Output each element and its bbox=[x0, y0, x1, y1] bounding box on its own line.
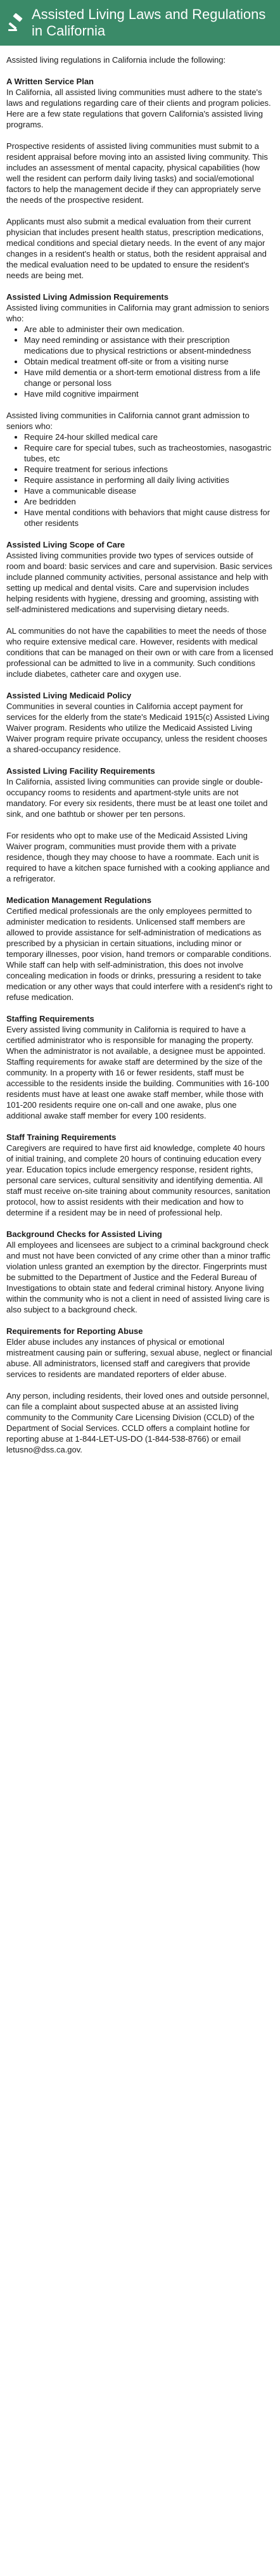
paragraph: Every assisted living community in California is required to have a certified administrator who is responsible for managing the property. When the administrator is not available, a designee must be appointed. Staffing requirements for awake staff are determined by the size of the community. In a property with 16 or fewer residents, staff must be accessible to the residents inside the building. Communities with 16-100 residents must have at least one awake staff member, while those with 101-200 residents require one on-call and one awake, plus one additional awake staff member for every 100 residents. bbox=[6, 1025, 269, 1120]
scope-section bbox=[6, 539, 274, 679]
page-header bbox=[0, 0, 280, 46]
article-body bbox=[0, 46, 280, 1455]
section-heading: Requirements for Reporting Abuse bbox=[6, 1326, 143, 1336]
section-heading: Assisted Living Facility Requirements bbox=[6, 766, 155, 776]
page-title: Assisted Living Laws and Regulations in California bbox=[32, 6, 266, 39]
paragraph: Communities in several counties in California accept payment for services for the elderly from the state's Medicaid 1915(c) Assisted Living Waiver program. Residents who utilize the Medicaid Assisted Living Waiver program require private occupancy, unless the resident chooses a shared-occupancy residence. bbox=[6, 702, 270, 754]
list-item: • May need reminding or assistance with their prescription medications due to physical restrictions or absent-mindedness bbox=[24, 335, 274, 356]
staffing-section bbox=[6, 1013, 274, 1121]
paragraph: In California, all assisted living communities must adhere to the state's laws and regulations regarding care of their clients and program policies. Here are a few state regulations that govern California's assisted living programs. bbox=[6, 87, 271, 129]
may-admit-list bbox=[6, 324, 274, 399]
email-link[interactable]: letusno@dss.ca.gov. bbox=[6, 1445, 82, 1454]
section-heading: Assisted Living Scope of Care bbox=[6, 540, 125, 549]
background-section bbox=[6, 1229, 274, 1315]
training-section bbox=[6, 1132, 274, 1218]
facility-section bbox=[6, 766, 274, 884]
list-item: • Have mental conditions with behaviors that might cause distress for other residents bbox=[24, 507, 274, 529]
section-heading: A Written Service Plan bbox=[6, 77, 94, 86]
list-item: • Have mild cognitive impairment bbox=[24, 388, 274, 399]
section-heading: Assisted Living Admission Requirements bbox=[6, 292, 169, 302]
cannot-admit-list bbox=[6, 432, 274, 529]
abuse-section bbox=[6, 1326, 274, 1455]
list-item: • Require assistance in performing all daily living activities bbox=[24, 475, 274, 485]
section-heading: Background Checks for Assisted Living bbox=[6, 1229, 162, 1239]
list-item: • Are able to administer their own medication. bbox=[24, 324, 274, 335]
paragraph: In California, assisted living communities can provide single or double-occupancy rooms to residents and apartment-style units are not mandatory. For every six residents, there must be at least one toilet and sink, and one bathtub or shower per ten persons. bbox=[6, 777, 268, 819]
admission-section bbox=[6, 292, 274, 529]
list-item: • Obtain medical treatment off-site or from a visiting nurse bbox=[24, 356, 274, 367]
section-heading: Medication Management Regulations bbox=[6, 895, 151, 905]
gavel-icon bbox=[6, 13, 25, 32]
paragraph: All employees and licensees are subject to a criminal background check and must not have been convicted of any crime other than a minor traffic violation unless granted an exemption by the director. Fingerprints must be submitted to the Department of Justice and the Federal Bureau of Investigations to obtain state and federal criminal history. Anyone living within the community who is not a client in need of assisted living care is also subject to a background check. bbox=[6, 1240, 270, 1314]
paragraph: For residents who opt to make use of the Medicaid Assisted Living Waiver program, communities must provide them with a private residence, though they may choose to have a roommate. Each unit is required to have a kitchen space furnished with a cooking appliance and a refrigerator. bbox=[6, 831, 270, 883]
paragraph: Assisted living communities in California cannot grant admission to seniors who: bbox=[6, 411, 250, 431]
paragraph: Applicants must also submit a medical evaluation from their current physician that includes present health status, prescription medications, medical conditions and special dietary needs. In the event of any major changes in a resident's health or status, both the resident appraisal and the medical evaluation need to be updated to ensure the resident's needs are being met. bbox=[6, 217, 267, 280]
written-plan-section bbox=[6, 76, 274, 281]
paragraph bbox=[6, 1390, 274, 1455]
paragraph: Caregivers are required to have first aid knowledge, complete 40 hours of initial training, and complete 20 hours of continuing education every year. Education topics include emergency response, resident rights, personal care services, cultural sensitivity and identifying dementia. All staff must receive on-site training about community resources, sanitation protocol, how to assist residents with their medication and how to determine if a resident may be in need of professional help. bbox=[6, 1143, 270, 1217]
paragraph: Certified medical professionals are the only employees permitted to administer medication to residents. Unlicensed staff members are allowed to provide assistance for self-administration of medications as prescribed by a physician in certain situations, including minor or temporary illnesses, poor vision, hand tremors or comparable conditions. While staff can help with self-administration, this does not involve concealing medication in foods or drinks, pressuring a resident to take medication or any other ways that could interfere with a resident's right to refuse medication. bbox=[6, 906, 273, 1002]
medicaid-section bbox=[6, 690, 274, 755]
medication-section bbox=[6, 895, 274, 1003]
intro-paragraph: Assisted living regulations in California include the following: bbox=[6, 55, 226, 65]
list-item: • Require 24-hour skilled medical care bbox=[24, 432, 274, 442]
list-item: • Have mild dementia or a short-term emotional distress from a life change or personal loss bbox=[24, 367, 274, 388]
paragraph: Assisted living communities provide two types of services outside of room and board: basic services and care and supervision. Basic services include planned community activities, personal assistance and help with setting up medical and dental visits. Care and supervision includes helping residents with hygiene, dressing and grooming, assisting with self-administered medications and supervising dietary needs. bbox=[6, 551, 272, 614]
list-item: • Have a communicable disease bbox=[24, 485, 274, 496]
paragraph: Prospective residents of assisted living communities must submit to a resident appraisal before moving into an assisted living community. This includes an assessment of mental capacity, physical capabilities (how well the resident can perform daily living tasks) and social/emotional factors to help the management decide if they can appropriately serve the needs of the prospective resident. bbox=[6, 141, 268, 205]
section-heading: Staff Training Requirements bbox=[6, 1132, 117, 1142]
paragraph-text: Any person, including residents, their loved ones and outside personnel, can file a complaint about suspected abuse at an assisted living community to the Community Care Licensing Division (CCLD) of the Department of Social Services. CCLD offers a complaint hotline for reporting abuse at 1-844-LET-US-DO (1-844-538-8766) or email bbox=[6, 1391, 269, 1444]
section-heading: Staffing Requirements bbox=[6, 1014, 94, 1023]
paragraph: AL communities do not have the capabilities to meet the needs of those who require extensive medical care. However, residents with medical conditions that can be managed on their own or with care from a licensed professional can be admitted to live in a community. Such conditions include diabetes, catheter care and oxygen use. bbox=[6, 626, 274, 679]
list-item: • Require care for special tubes, such as tracheostomies, nasogastric tubes, etc bbox=[24, 442, 274, 464]
paragraph: Elder abuse includes any instances of physical or emotional mistreatment causing pain or suffering, sexual abuse, neglect or financial abuse. All administrators, licensed staff and caregivers that provide services to residents are mandated reporters of elder abuse. bbox=[6, 1337, 272, 1379]
list-item: • Require treatment for serious infections bbox=[24, 464, 274, 475]
section-heading: Assisted Living Medicaid Policy bbox=[6, 691, 132, 700]
paragraph: Assisted living communities in California may grant admission to seniors who: bbox=[6, 303, 269, 323]
list-item: • Are bedridden bbox=[24, 496, 274, 507]
